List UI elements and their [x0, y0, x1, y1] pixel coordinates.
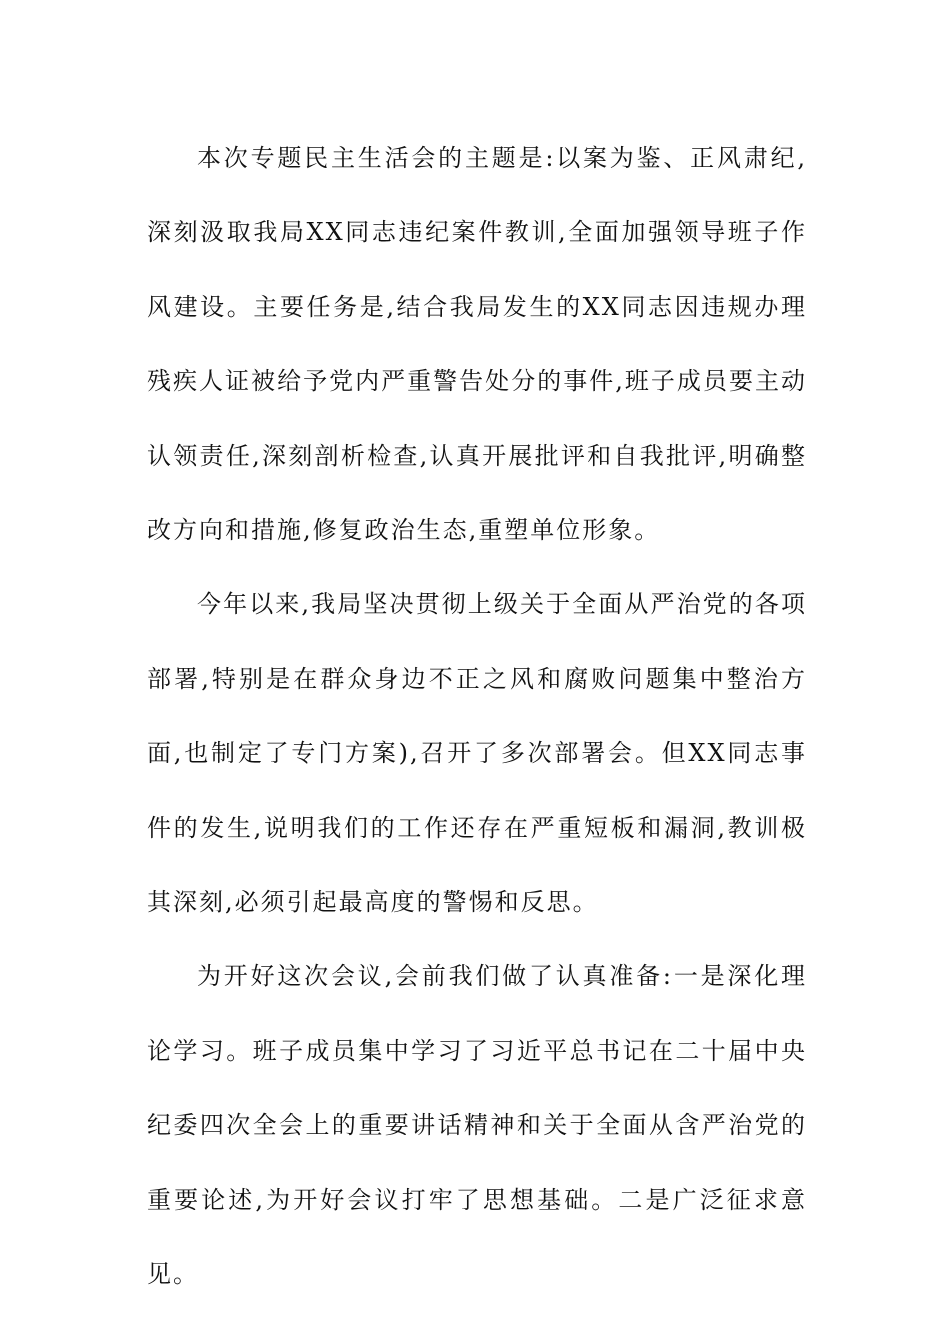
- paragraph-preparation: 为开好这次会议,会前我们做了认真准备:一是深化理论学习。班子成员集中学习了习近平总书记在二十届中央纪委四次全会上的重要讲话精神和关于全面从含严治党的重要论述,为开好会议打牢了思想基础。二是广泛征求意见。: [147, 962, 807, 1289]
- paragraph-theme: 本次专题民主生活会的主题是:以案为鉴、正风肃纪,深刻汲取我局XX同志违纪案件教训,全面加强领导班子作风建设。主要任务是,结合我局发生的XX同志因违规办理残疾人证被给予党内严重警告处分的事件,班子成员要主动认领责任,深刻剖析检查,认真开展批评和自我批评,明确整改方向和措施,修复政治生态,重塑单位形象。: [147, 144, 807, 545]
- paragraph-background: 今年以来,我局坚决贯彻上级关于全面从严治党的各项部署,特别是在群众身边不正之风和腐败问题集中整治方面,也制定了专门方案),召开了多次部署会。但XX同志事件的发生,说明我们的工作还存在严重短板和漏洞,教训极其深刻,必须引起最高度的警惕和反思。: [147, 590, 807, 917]
- document-body: [147, 121, 807, 1312]
